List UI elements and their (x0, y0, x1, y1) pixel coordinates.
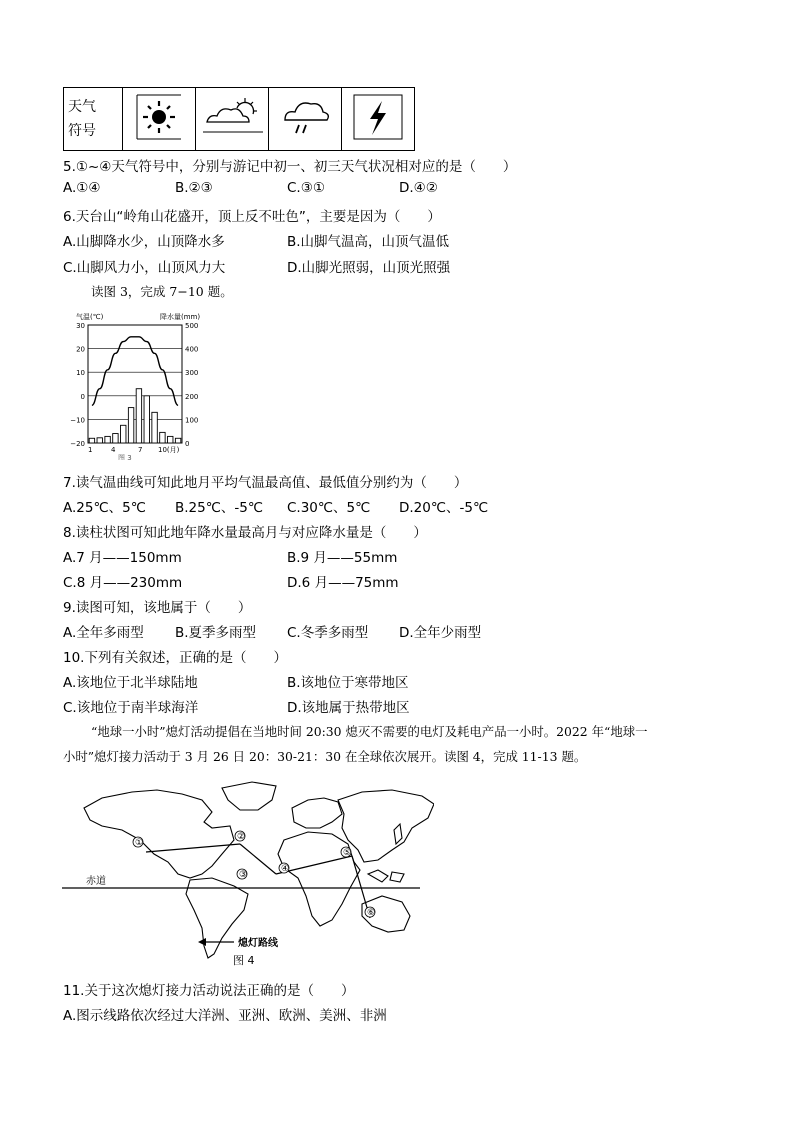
q5-option-a[interactable]: A.①④ (63, 180, 101, 196)
right-tick-label: 500 (185, 322, 199, 330)
precip-bar-1 (89, 438, 94, 443)
climate-chart (58, 310, 218, 460)
q8-option-d[interactable]: D.6 月——75mm (287, 575, 399, 591)
continent-outlines (84, 782, 434, 958)
q10-option-b[interactable]: B.该地位于寒带地区 (287, 675, 409, 691)
passage-line-2: 小时”熄灯接力活动于 3 月 26 日 20：30-21：30 在全球依次展开。读图 4，完成 11-13 题。 (63, 749, 587, 764)
q10-option-a[interactable]: A.该地位于北半球陆地 (63, 675, 198, 691)
left-tick-labels (70, 322, 85, 448)
x-tick-4: 4 (111, 446, 116, 454)
q9-option-c[interactable]: C.冬季多雨型 (287, 625, 369, 641)
q7-option-b[interactable]: B.25℃、-5℃ (175, 500, 264, 516)
map-legend (198, 936, 279, 949)
right-tick-label: 100 (185, 416, 199, 425)
precip-bar-5 (121, 425, 126, 443)
q10-option-c[interactable]: C.该地位于南半球海洋 (63, 700, 199, 716)
equator-label: 赤道 (86, 876, 106, 887)
q8-stem: 8.读柱状图可知此地年降水量最高月与对应降水量是（ ） (63, 525, 427, 541)
right-tick-label: 200 (185, 392, 199, 401)
precip-bar-10 (160, 432, 165, 443)
q5-option-d[interactable]: D.④② (399, 180, 438, 196)
q5-option-c[interactable]: C.③① (287, 180, 325, 196)
q5-option-b[interactable]: B.②③ (175, 180, 213, 196)
q6-option-a[interactable]: A.山脚降水少，山顶降水多 (63, 234, 225, 250)
right-tick-labels (185, 322, 198, 448)
precip-bar-11 (168, 436, 173, 443)
point-3: ③ (239, 870, 248, 880)
thunderstorm-icon (348, 91, 408, 143)
q9-option-b[interactable]: B.夏季多雨型 (175, 625, 257, 641)
x-tick-7: 7 (138, 446, 143, 454)
right-axis-title: 降水量(mm) (160, 313, 201, 321)
point-1: ① (135, 838, 144, 848)
precip-bar-9 (152, 412, 157, 443)
precip-bar-3 (105, 436, 110, 443)
q7-stem: 7.读气温曲线可知此地月平均气温最高值、最低值分别约为（ ） (63, 475, 468, 491)
legend-label: 熄灯路线 (238, 938, 278, 949)
blackout-route (146, 844, 370, 918)
q11-option-a[interactable]: A.图示线路依次经过大洋洲、亚洲、欧洲、美洲、非洲 (63, 1008, 387, 1024)
left-tick-label: −20 (70, 440, 85, 448)
left-tick-label: 0 (80, 392, 85, 401)
rain-icon (275, 92, 335, 142)
partly-cloudy-icon (199, 92, 265, 142)
route-points (133, 831, 375, 918)
q9-stem: 9.读图可知，该地属于（ ） (63, 600, 252, 616)
weather-symbol-table (63, 87, 415, 151)
point-5: ⑤ (343, 848, 352, 858)
precip-bar-2 (97, 438, 102, 443)
left-tick-label: 10 (76, 369, 85, 378)
q6-stem: 6.天台山“岭角山花盛开，顶上反不吐色”，主要是因为（ ） (63, 209, 441, 225)
q5-stem: 5.①~④天气符号中，分别与游记中初一、初三天气状况相对应的是（ ） (63, 159, 517, 175)
q9-option-d[interactable]: D.全年少雨型 (399, 625, 482, 641)
x-tick-10: 10(月) (158, 446, 180, 454)
sun-icon (129, 92, 189, 142)
point-4: ④ (281, 864, 290, 874)
point-2: ② (237, 832, 246, 842)
q7-option-c[interactable]: C.30℃、5℃ (287, 500, 371, 516)
q6-option-b[interactable]: B.山脚气温高，山顶气温低 (287, 234, 450, 250)
weather-table-label-line2: 符号 (68, 123, 96, 139)
weather-table-label-line1: 天气 (68, 99, 96, 115)
weather-symbol-3 (269, 88, 342, 151)
weather-symbol-1 (123, 88, 196, 151)
weather-symbol-2 (196, 88, 269, 151)
q7-option-d[interactable]: D.20℃、-5℃ (399, 500, 489, 516)
precipitation-bars (89, 389, 181, 443)
q10-stem: 10.下列有关叙述，正确的是（ ） (63, 650, 287, 666)
precip-bar-7 (136, 389, 141, 443)
point-6: ⑥ (367, 908, 376, 918)
right-tick-label: 400 (185, 345, 199, 354)
q11-stem: 11.关于这次熄灯接力活动说法正确的是（ ） (63, 983, 355, 999)
q6-option-d[interactable]: D.山脚光照弱，山顶光照强 (287, 260, 451, 276)
q7-option-a[interactable]: A.25℃、5℃ (63, 500, 146, 516)
q6-option-c[interactable]: C.山脚风力小，山顶风力大 (63, 260, 226, 276)
precip-bar-4 (113, 434, 118, 443)
left-tick-label: −10 (70, 416, 85, 425)
precip-bar-12 (175, 438, 180, 443)
figure-4-caption: 图 4 (233, 954, 255, 967)
left-axis-title: 气温(℃) (76, 313, 104, 321)
precip-bar-8 (144, 396, 149, 443)
q10-option-d[interactable]: D.该地属于热带地区 (287, 700, 410, 716)
left-tick-label: 20 (76, 345, 85, 354)
x-tick-1: 1 (88, 446, 93, 454)
left-tick-label: 30 (76, 322, 85, 330)
weather-symbol-4 (342, 88, 415, 151)
weather-table-label (64, 88, 123, 151)
q8-option-c[interactable]: C.8 月——230mm (63, 575, 183, 591)
precip-bar-6 (128, 408, 133, 443)
figure-3-caption: 图 3 (118, 454, 132, 460)
right-tick-label: 0 (185, 440, 190, 448)
q8-option-a[interactable]: A.7 月——150mm (63, 550, 182, 566)
q8-option-b[interactable]: B.9 月——55mm (287, 550, 398, 566)
passage-line-1: “地球一小时”熄灯活动提倡在当地时间 20:30 熄灭不需要的电灯及耗电产品一小时。2022 年“地球一 (91, 724, 648, 739)
temperature-curve (92, 337, 178, 405)
intro-figure-3: 读图 3，完成 7−10 题。 (91, 284, 233, 299)
right-tick-label: 300 (185, 369, 199, 378)
q9-option-a[interactable]: A.全年多雨型 (63, 625, 144, 641)
world-map (62, 770, 434, 970)
